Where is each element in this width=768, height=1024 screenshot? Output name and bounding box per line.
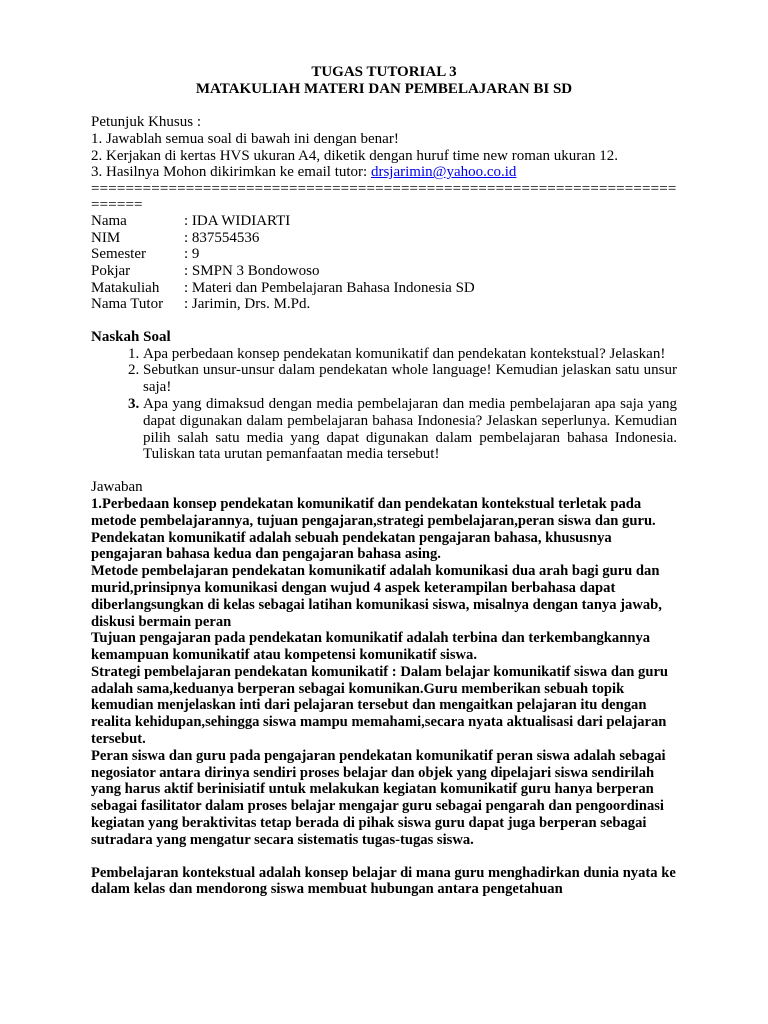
title-line-1: TUGAS TUTORIAL 3 — [311, 64, 457, 80]
question-item: 2. Sebutkan unsur-unsur dalam pendekatan whole language! Kemudian jelaskan satu unsur saja! — [143, 362, 677, 396]
identity-section — [91, 213, 677, 313]
identity-row-nama — [91, 213, 677, 230]
identity-label: NIM — [91, 229, 121, 246]
identity-row-pokjar — [91, 263, 677, 280]
identity-row-nim — [91, 230, 677, 247]
identity-value: : IDA WIDIARTI — [184, 213, 291, 230]
spacer — [91, 849, 677, 865]
separator-line: ========================================================================== — [91, 181, 677, 214]
instructions-heading: Petunjuk Khusus : — [91, 114, 202, 130]
instruction-item-2: 2. Kerjakan di kertas HVS ukuran A4, diketik dengan huruf time new roman ukuran 12. — [91, 147, 618, 164]
document-content — [91, 64, 677, 898]
identity-label: Pokjar — [91, 262, 131, 279]
identity-row-nama-tutor — [91, 296, 677, 313]
title-line-2: MATAKULIAH MATERI DAN PEMBELAJARAN BI SD — [195, 81, 573, 97]
instruction-item-3 — [91, 164, 677, 181]
questions-section — [91, 329, 677, 463]
identity-value: : Jarimin, Drs. M.Pd. — [184, 296, 311, 313]
identity-row-semester — [91, 246, 677, 263]
spacer — [91, 313, 677, 329]
identity-label: Semester — [91, 246, 146, 263]
questions-heading: Naskah Soal — [91, 328, 171, 345]
question-item: 3. Apa yang dimaksud dengan media pembelajaran dan media pembelajaran apa saja yang dapat digunakan dalam pembelajaran bahasa Indonesia? Jelaskan seperlunya. Kemudian pilih salah satu media yang dapat digunakan dalam pembelajaran bahasa Indonesia. Tuliskan tata urutan pemanfaatan media tersebut! — [143, 396, 677, 463]
identity-value: : Materi dan Pembelajaran Bahasa Indonesia SD — [184, 279, 475, 296]
answer-heading: Jawaban — [91, 479, 143, 496]
instructions-section — [91, 114, 677, 181]
questions-list — [91, 346, 677, 464]
question-item: 1. Apa perbedaan konsep pendekatan komunikatif dan pendekatan kontekstual? Jelaskan! — [143, 346, 677, 363]
answer-paragraph: Tujuan pengajaran pada pendekatan komunikatif adalah terbina dan terkembangkannya kemampuan komunikatif atau kompetensi komunikatif siswa. — [91, 630, 651, 664]
instruction-item-3-text: 3. Hasilnya Mohon dikirimkan ke email tutor: — [91, 164, 371, 181]
answer-paragraph: 1.Perbedaan konsep pendekatan komunikatif dan pendekatan kontekstual terletak pada metode pembelajarannya, tujuan pengajaran,strategi pembelajaran,peran siswa dan guru. — [91, 495, 656, 529]
instruction-item-1: 1. Jawablah semua soal di bawah ini dengan benar! — [91, 130, 399, 147]
tutor-email-link[interactable]: drsjarimin@yahoo.co.id — [370, 164, 517, 181]
identity-value: : SMPN 3 Bondowoso — [184, 262, 320, 279]
answer-paragraph: Strategi pembelajaran pendekatan komunikatif : Dalam belajar komunikatif siswa dan guru adalah sama,keduanya berperan sebagai komunikan.Guru memberikan sebuah topik kemudian menjelaskan inti dari pelajaran tersebut dan mengaitkan pelajaran itu dengan realita kehidupan,sehingga siswa mampu memahami,secara nyata aktualisasi dari pelajaran tersebut. — [91, 663, 669, 748]
identity-value: : 9 — [184, 246, 200, 263]
identity-label: Nama — [91, 213, 127, 230]
answer-paragraph: Pendekatan komunikatif adalah sebuah pendekatan pengajaran bahasa, khususnya pengajaran bahasa kedua dan pengajaran bahasa asing. — [91, 529, 612, 563]
spacer — [91, 463, 677, 479]
identity-row-matakuliah — [91, 280, 677, 297]
answer-paragraph: Metode pembelajaran pendekatan komunikatif adalah komunikasi dua arah bagi guru dan murid,prinsipnya komunikasi dengan wujud 4 aspek keterampilan berbahasa dapat diberlangsungkan di kelas sebagai latihan komunikasi siswa, misalnya dengan tanya jawab, diskusi bermain peran — [91, 563, 662, 630]
answer-section — [91, 479, 677, 898]
spacer — [91, 98, 677, 114]
answer-paragraph: Pembelajaran kontekstual adalah konsep belajar di mana guru menghadirkan dunia nyata ke dalam kelas dan mendorong siswa membuat hubungan antara pengetahuan — [91, 864, 676, 898]
identity-label: Nama Tutor — [91, 296, 164, 313]
identity-label: Matakuliah — [91, 279, 160, 296]
identity-value: : 837554536 — [184, 229, 260, 246]
answer-paragraph: Peran siswa dan guru pada pengajaran pendekatan komunikatif peran siswa adalah sebagai negosiator antara dirinya sendiri proses belajar dan objek yang dipelajari siswa sendirilah yang harus aktif berinisiatif untuk melakukan kegiatan komunikatif guru hanya berperan sebagai fasilitator dalam proses belajar mengajar guru sebagai pengarah dan pengoordinasi kegiatan yang beraktivitas tetap berada di pihak siswa guru dapat juga berperan sebagai sutradara yang mengatur secara sistematis tugas-tugas siswa. — [91, 747, 666, 848]
